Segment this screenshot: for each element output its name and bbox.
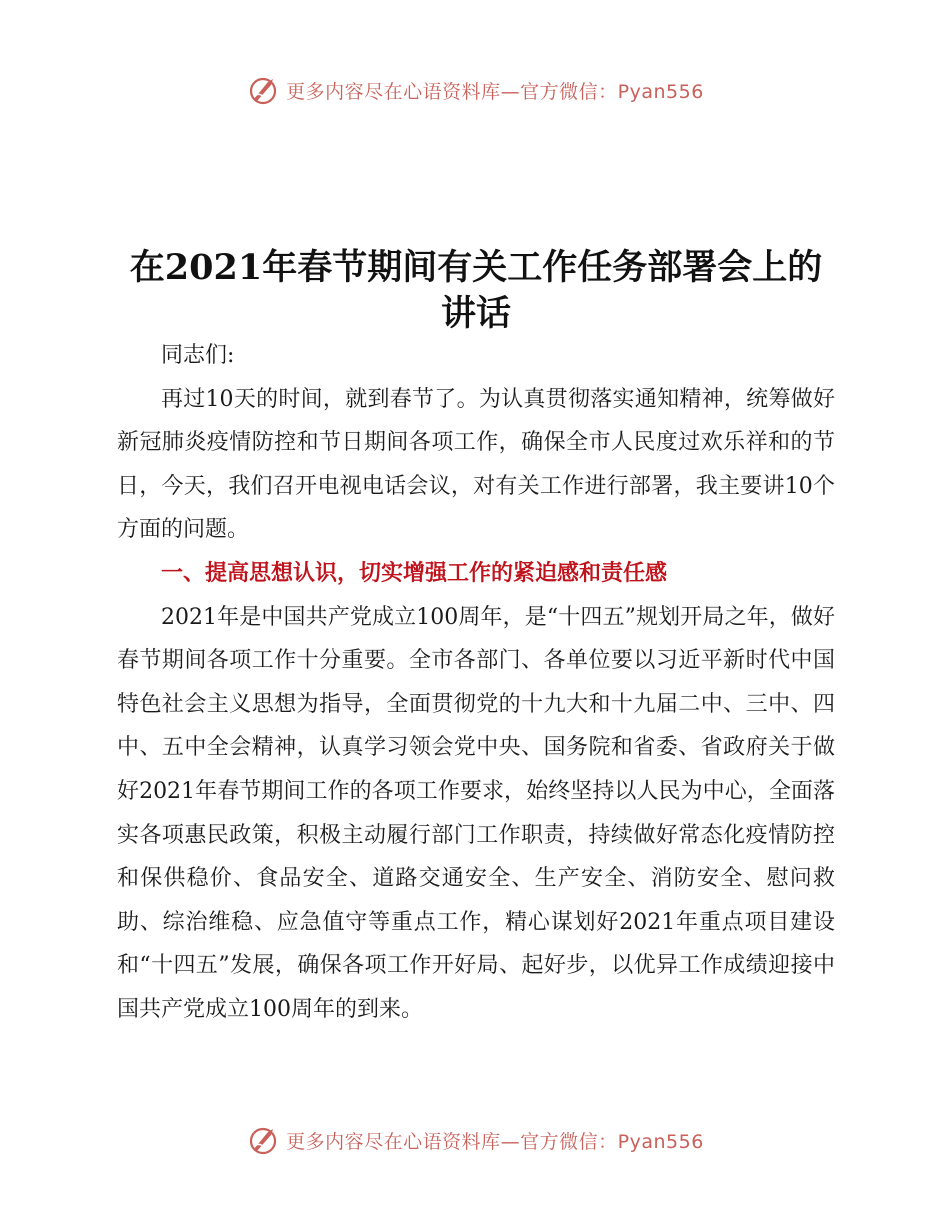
header-banner: [0, 70, 950, 110]
salutation: 同志们:: [161, 343, 235, 368]
footer-banner: [0, 1120, 950, 1160]
section-1-paragraph: 2021年是中国共产党成立100周年，是“十四五”规划开局之年，做好春节期间各项工作十分重要。全市各部门、各单位要以习近平新时代中国特色社会主义思想为指导，全面贯彻党的十九大和十九届二中、三中、四中、五中全会精神，认真学习领会党中央、国务院和省委、省政府关于做好2021年春节期间工作的各项工作要求，始终坚持以人民为中心，全面落实各项惠民政策，积极主动履行部门工作职责，持续做好常态化疫情防控和保供稳价、食品安全、道路交通安全、生产安全、消防安全、慰问救助、综治维稳、应急值守等重点工作，精心谋划好2021年重点项目建设和“十四五”发展，确保各项工作开好局、起好步，以优异工作成绩迎接中国共产党成立100周年的到来。: [117, 604, 835, 1022]
banner-text: 更多内容尽在心语资料库—官方微信：Pyan556: [286, 1130, 704, 1153]
pen-circle-logo-icon: [246, 73, 280, 107]
document-title: 在2021年春节期间有关工作任务部署会上的讲话: [129, 247, 823, 335]
intro-paragraph: 再过10天的时间，就到春节了。为认真贯彻落实通知精神，统筹做好新冠肺炎疫情防控和节日期间各项工作，确保全市人民度过欢乐祥和的节日，今天，我们召开电视电话会议，对有关工作进行部署，我主要讲10个方面的问题。: [117, 386, 835, 543]
banner-text: 更多内容尽在心语资料库—官方微信：Pyan556: [286, 80, 704, 103]
document-body: [117, 334, 835, 1032]
section-1-heading: 一、提高思想认识，切实增强工作的紧迫感和责任感: [161, 560, 668, 586]
pen-circle-logo-icon: [246, 1123, 280, 1157]
